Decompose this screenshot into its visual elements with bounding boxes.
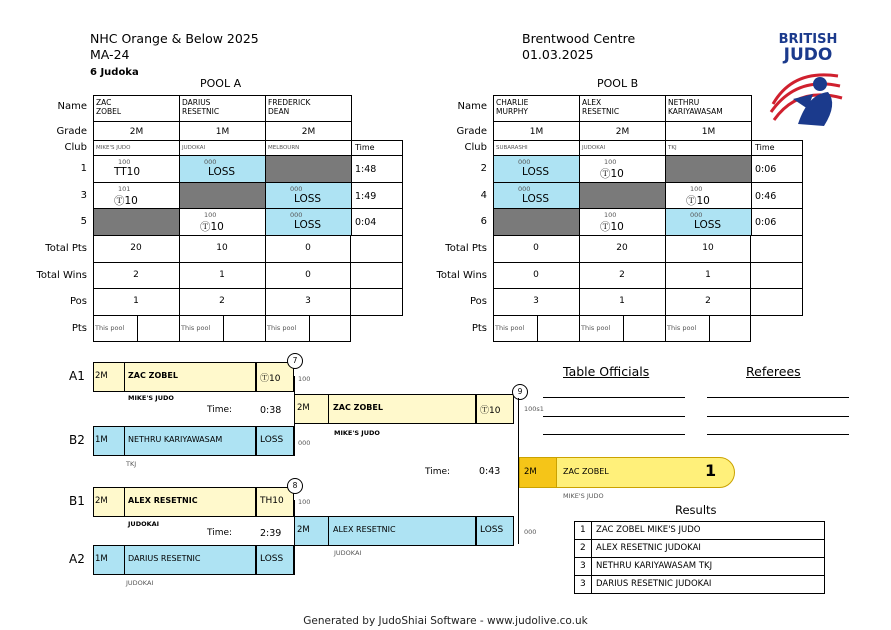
official-line (543, 434, 685, 435)
total-wins-value: 1 (219, 270, 225, 280)
club-cell (493, 140, 580, 156)
match-cell (179, 208, 266, 236)
time-header: Time (755, 143, 775, 152)
club-value: TKJ (668, 145, 677, 151)
entry-grade: 1M (95, 554, 108, 564)
entry-club: TKJ (126, 460, 137, 468)
competitor-name: NETHRU KARIYAWASAM (668, 98, 723, 116)
total-pts-label: Total Pts (445, 243, 487, 254)
judoka-emblem-icon (768, 64, 848, 134)
match-time-cell (751, 208, 803, 236)
table-officials-label: Table Officials (563, 364, 650, 379)
club-label: Club (464, 142, 487, 153)
this-pool-label: This pool (667, 324, 697, 332)
result-position: 2 (580, 543, 586, 553)
grid-line (623, 315, 624, 342)
match-cell (179, 155, 266, 183)
result-text: ALEX RESETNIC JUDOKAI (596, 543, 701, 553)
this-pool-label: This pool (181, 324, 211, 332)
bracket-entry[interactable] (93, 362, 256, 392)
club-value: MELBOURN (268, 145, 300, 151)
match-time-cell (351, 155, 403, 183)
match-cell (665, 208, 752, 236)
official-line (543, 397, 685, 398)
match-result: Ⓣ10 (686, 195, 710, 207)
competitor-name-cell (579, 95, 666, 122)
total-wins-value: 2 (619, 270, 625, 280)
match-score: 100 (204, 211, 217, 219)
competitor-name-cell (179, 95, 266, 122)
total-pts-value: 10 (702, 243, 714, 253)
grid-line (309, 315, 310, 342)
result-text: ZAC ZOBEL MIKE'S JUDO (596, 525, 701, 535)
club-value: JUDOKAI (582, 145, 606, 151)
match-score: 101 (118, 185, 131, 193)
grade-value: 2M (615, 127, 630, 137)
competitor-name: ZAC ZOBEL (96, 98, 122, 116)
entry-name: ZAC ZOBEL (128, 371, 178, 380)
match-time: 1:48 (355, 164, 377, 175)
entry-score: 100s1 (524, 405, 544, 413)
match-cell (493, 182, 580, 209)
pos-value: 3 (533, 296, 539, 306)
match-result: LOSS (522, 166, 550, 178)
match-time-cell (351, 208, 403, 236)
entry-club: JUDOKAI (126, 579, 154, 587)
result-row (574, 539, 825, 558)
pos-value: 1 (133, 296, 139, 306)
match-number-label: 5 (80, 216, 87, 227)
match-score: 100 (604, 211, 617, 219)
entry-name: ZAC ZOBEL (333, 403, 383, 412)
club-cell (179, 140, 266, 156)
pos-value: 2 (705, 296, 711, 306)
bracket-entry[interactable] (93, 487, 256, 517)
match-time: 0:46 (755, 191, 777, 202)
grid-line (93, 262, 403, 263)
match-result: LOSS (294, 193, 322, 205)
time-header: Time (355, 143, 375, 152)
match-result: LOSS (694, 219, 722, 231)
match-cell (579, 182, 666, 209)
result-position: 3 (580, 579, 586, 589)
grid-line (124, 487, 125, 517)
entry-name: ALEX RESETNIC (333, 525, 396, 534)
entry-result: TH10 (260, 496, 284, 506)
referee-line (707, 397, 849, 398)
name-label: Name (57, 101, 87, 112)
competitor-name: ALEX RESETNIC (582, 98, 620, 116)
winner-grade-box (519, 457, 557, 488)
venue: Brentwood Centre (522, 31, 636, 46)
referee-line (707, 416, 849, 417)
match-score: 000 (290, 185, 303, 193)
match-time: 0:06 (755, 217, 777, 228)
pos-value: 1 (619, 296, 625, 306)
match-score: 100 (690, 185, 703, 193)
total-wins-value: 2 (133, 270, 139, 280)
competitor-name-cell (93, 95, 180, 122)
grid-line (537, 315, 538, 342)
pool_b-title: POOL B (597, 77, 639, 90)
grid-line (802, 235, 803, 315)
entry-grade: 2M (95, 496, 108, 506)
competitor-name-cell (493, 95, 580, 122)
grade-label: Grade (56, 126, 87, 137)
match-result: LOSS (294, 219, 322, 231)
result-text: DARIUS RESETNIC JUDOKAI (596, 579, 712, 589)
match-time: 1:49 (355, 191, 377, 202)
match-cell (265, 155, 352, 183)
match-time: 0:43 (479, 466, 501, 477)
match-result: Ⓣ10 (200, 221, 224, 233)
this-pool-label: This pool (495, 324, 525, 332)
match-time: 0:06 (755, 164, 777, 175)
seed-label: A1 (69, 369, 85, 383)
pts-label: Pts (71, 323, 87, 334)
result-row (574, 557, 825, 576)
match-score: 000 (690, 211, 703, 219)
match-number-label: 1 (80, 163, 87, 174)
entry-result: Ⓣ10 (260, 374, 281, 384)
competitor-name-cell (265, 95, 352, 122)
result-position: 3 (580, 561, 586, 571)
results-title: Results (675, 503, 717, 517)
match-result: Ⓣ10 (600, 221, 624, 233)
time-label: Time: (207, 528, 233, 538)
total-wins-label: Total Wins (436, 270, 487, 281)
total-wins-value: 0 (533, 270, 539, 280)
match-cell (265, 182, 352, 209)
entry-club: JUDOKAI (334, 549, 362, 557)
seed-label: B1 (69, 494, 85, 508)
grade-value: 2M (129, 127, 144, 137)
result-box (256, 545, 294, 575)
match-cell (93, 182, 180, 209)
pos-value: 2 (219, 296, 225, 306)
result-row (574, 575, 825, 594)
grid-line (493, 288, 803, 289)
grade-value: 1M (701, 127, 716, 137)
grid-line (328, 516, 329, 546)
grade-value: 2M (301, 127, 316, 137)
club-cell (265, 140, 352, 156)
bracket-entry[interactable] (93, 426, 256, 456)
grid-line (93, 315, 403, 316)
time-header-cell (351, 140, 403, 156)
british-judo-logo (768, 33, 848, 138)
grid-line (223, 315, 224, 342)
bracket-entry[interactable] (93, 545, 256, 575)
match-time-cell (751, 155, 803, 183)
footer: Generated by JudoShiai Software - www.judolive.co.uk (303, 615, 588, 627)
competitor-name: CHARLIE MURPHY (496, 98, 529, 116)
match-score: 000 (518, 185, 531, 193)
result-box (256, 426, 294, 456)
entry-result: LOSS (260, 435, 284, 445)
entry-grade: 2M (95, 371, 108, 381)
grid-line (493, 315, 803, 316)
grid-line (328, 394, 329, 424)
result-box (476, 516, 514, 546)
grid-line (591, 575, 592, 594)
club-value: JUDOKAI (182, 145, 206, 151)
entry-score: 100 (298, 498, 311, 506)
total-pts-value: 0 (305, 243, 311, 253)
time-header-cell (751, 140, 803, 156)
competitor-name: DARIUS RESETNIC (182, 98, 220, 116)
entry-score: 100 (298, 375, 311, 383)
grid-line (591, 539, 592, 558)
match-result: Ⓣ10 (600, 168, 624, 180)
grid-line (93, 288, 403, 289)
grade-cell (579, 121, 666, 141)
entry-result: LOSS (480, 525, 504, 535)
total-pts-value: 10 (216, 243, 228, 253)
grid-line (709, 315, 710, 342)
club-value: SUBARASHI (496, 145, 528, 151)
entry-club: MIKE'S JUDO (334, 429, 380, 437)
entry-name: NETHRU KARIYAWASAM (128, 435, 223, 444)
match-cell (665, 182, 752, 209)
entry-grade: 2M (297, 525, 310, 535)
grade-cell (93, 121, 180, 141)
pos-value: 3 (305, 296, 311, 306)
match-number-label: 6 (480, 216, 487, 227)
entry-grade: 1M (95, 435, 108, 445)
total-wins-value: 0 (305, 270, 311, 280)
match-number-label: 3 (80, 190, 87, 201)
result-position: 1 (580, 525, 586, 535)
pos-label: Pos (69, 296, 87, 307)
entry-name: DARIUS RESETNIC (128, 554, 201, 563)
grid-line (591, 557, 592, 576)
match-result: TT10 (114, 166, 141, 178)
match-result: LOSS (208, 166, 236, 178)
official-line (543, 416, 685, 417)
total-pts-value: 20 (130, 243, 142, 253)
entry-result: Ⓣ10 (480, 406, 501, 416)
grid-line (591, 521, 592, 540)
seed-label: B2 (69, 433, 85, 447)
referee-line (707, 434, 849, 435)
entry-grade: 2M (297, 403, 310, 413)
grade-cell (665, 121, 752, 141)
match-time: 0:04 (355, 217, 377, 228)
seed-label: A2 (69, 552, 85, 566)
match-score: 100 (604, 158, 617, 166)
competitor-name: FREDERICK DEAN (268, 98, 311, 116)
match-time-cell (751, 182, 803, 209)
logo-line1: BRITISH (778, 32, 838, 47)
entry-result: LOSS (260, 554, 284, 564)
total-pts-value: 0 (533, 243, 539, 253)
pool_a-title: POOL A (200, 77, 242, 90)
match-cell (579, 155, 666, 183)
match-number-badge: 9 (512, 384, 528, 400)
winner-place: 1 (705, 461, 717, 480)
match-number-badge: 8 (287, 478, 303, 494)
winner-name: ZAC ZOBEL (563, 467, 609, 476)
match-cell (93, 155, 180, 183)
category: MA-24 (90, 47, 130, 62)
match-cell (493, 155, 580, 183)
club-cell (665, 140, 752, 156)
match-result: LOSS (522, 193, 550, 205)
winner-club: MIKE'S JUDO (563, 492, 604, 500)
total-wins-value: 1 (705, 270, 711, 280)
time-label: Time: (425, 467, 451, 477)
match-time-cell (351, 182, 403, 209)
grid-line (124, 362, 125, 392)
entry-club: MIKE'S JUDO (128, 394, 174, 402)
result-row (574, 521, 825, 540)
total-pts-label: Total Pts (45, 243, 87, 254)
pos-label: Pos (469, 296, 487, 307)
entry-name: ALEX RESETNIC (128, 496, 198, 505)
date: 01.03.2025 (522, 47, 594, 62)
competitor-name-cell (665, 95, 752, 122)
total-wins-label: Total Wins (36, 270, 87, 281)
match-cell (493, 208, 580, 236)
pts-label: Pts (471, 323, 487, 334)
match-time: 2:39 (260, 528, 282, 539)
match-score: 100 (118, 158, 131, 166)
match-cell (665, 155, 752, 183)
match-number-badge: 7 (287, 353, 303, 369)
grid-line (137, 315, 138, 342)
event-title: NHC Orange & Below 2025 (90, 31, 259, 46)
this-pool-label: This pool (267, 324, 297, 332)
entry-score: 000 (524, 528, 537, 536)
club-cell (579, 140, 666, 156)
final-entry[interactable] (294, 394, 476, 424)
grade-cell (265, 121, 352, 141)
club-label: Club (64, 142, 87, 153)
match-number-label: 2 (480, 163, 487, 174)
referees-label: Referees (746, 364, 801, 379)
match-cell (579, 208, 666, 236)
time-label: Time: (207, 405, 233, 415)
grade-label: Grade (456, 126, 487, 137)
entry-score: 000 (298, 439, 311, 447)
judoka-count: 6 Judoka (90, 67, 139, 78)
result-box (476, 394, 514, 424)
grid-line (124, 426, 125, 456)
logo-line2: JUDO (783, 45, 833, 65)
club-cell (93, 140, 180, 156)
grade-value: 1M (529, 127, 544, 137)
match-result: Ⓣ10 (114, 195, 138, 207)
total-pts-value: 20 (616, 243, 628, 253)
match-cell (93, 208, 180, 236)
grade-value: 1M (215, 127, 230, 137)
match-score: 000 (518, 158, 531, 166)
match-cell (179, 182, 266, 209)
match-time: 0:38 (260, 405, 282, 416)
match-score: 000 (290, 211, 303, 219)
match-cell (265, 208, 352, 236)
this-pool-label: This pool (95, 324, 125, 332)
match-score: 000 (204, 158, 217, 166)
final-entry[interactable] (294, 516, 476, 546)
this-pool-label: This pool (581, 324, 611, 332)
name-label: Name (457, 101, 487, 112)
grade-cell (493, 121, 580, 141)
grid-line (124, 545, 125, 575)
club-value: MIKE'S JUDO (96, 145, 131, 151)
grid-line (402, 235, 403, 315)
grade-cell (179, 121, 266, 141)
match-number-label: 4 (480, 190, 487, 201)
entry-club: JUDOKAI (128, 520, 160, 528)
result-text: NETHRU KARIYAWASAM TKJ (596, 561, 713, 571)
grid-line (493, 262, 803, 263)
winner-grade: 2M (524, 467, 537, 477)
